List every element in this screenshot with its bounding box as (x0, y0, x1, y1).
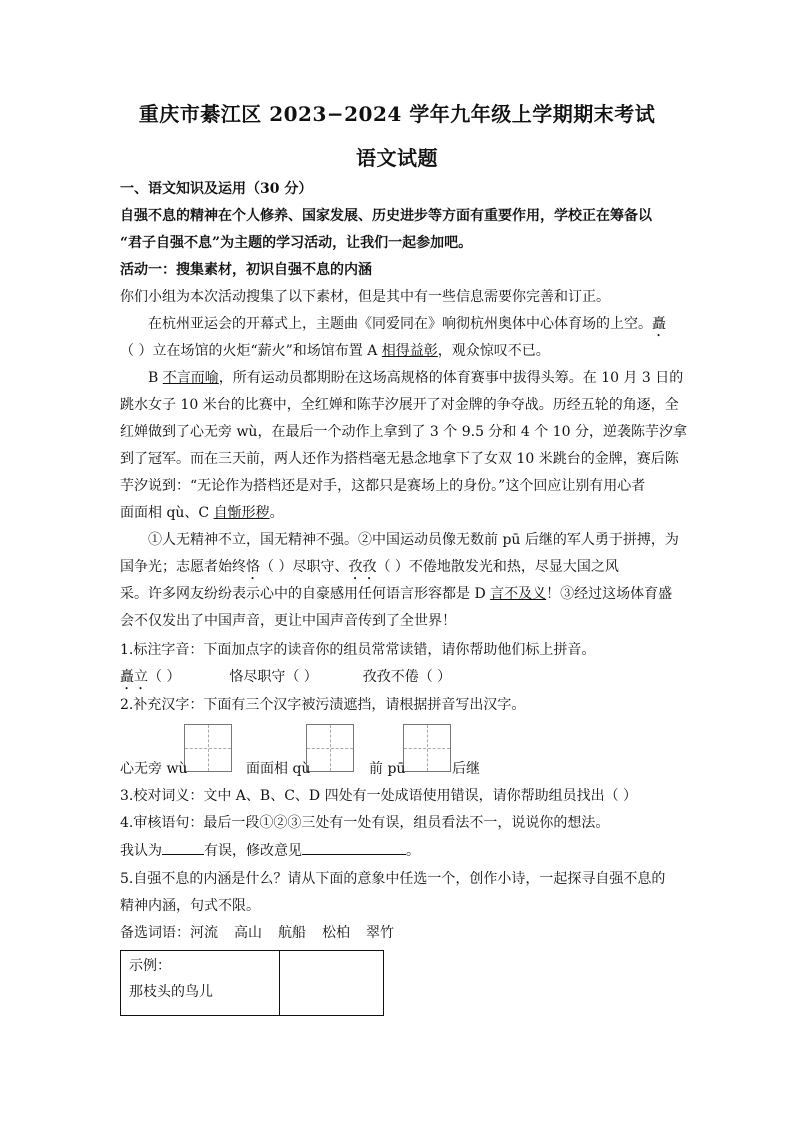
question-4-answer (120, 840, 680, 862)
q4-text-c: 。 (406, 843, 420, 859)
passage-text: 国争光；志愿者始终 (120, 559, 246, 575)
passage-line: ①人无精神不立，国无精神不强。②中国运动员像无数前 pū 后继的军人勇于拼搏，为 (148, 532, 679, 548)
intro-line-2: “君子自强不息”为主题的学习活动，让我们一起参加吧。 (120, 235, 473, 251)
passage-line: 跳水女子 10 米台的比赛中，全红婵和陈芋汐展开了对金牌的争夺战。历经五轮的角逐，全 (120, 397, 679, 413)
word-option: 翠竹 (366, 925, 394, 941)
question-3: 3.校对词义：文中 A、B、C、D 四处有一处成语使用错误，请你帮助组员找出（ ） (120, 788, 638, 804)
word-option: 河流 (190, 925, 218, 941)
passage-text: 在杭州亚运会的开幕式上，主题曲《同爱同在》响彻杭州奥体中心体育场的上空。 (148, 316, 652, 332)
question-2: 2.补充汉字：下面有三个汉字被污渍遮挡，请根据拼音写出汉字。 (120, 697, 526, 713)
idiom-d: 言不及义 (490, 586, 547, 602)
q4-text-a: 我认为 (120, 843, 162, 859)
passage-line: 芋汐说到：“无论作为搭档还是对手，这都只是赛场上的身份。”这个回应让别有用心者 (120, 478, 646, 494)
answer-cell[interactable] (280, 951, 384, 1016)
question-4: 4.审核语句：最后一段①②③三处有一处有误，组员看法不一，说说你的想法。 (120, 815, 610, 831)
passage-text: 面面相 qù、C (120, 505, 214, 521)
q2-label-c: 前 pū (369, 761, 406, 777)
question-5-line-2: 精神内涵，句式不限。 (120, 898, 260, 914)
q2-label-d: 后继 (452, 761, 480, 777)
word-options-label: 备选词语： (120, 925, 190, 941)
q4-text-b: 有误，修改意见 (204, 843, 302, 859)
intro-line-1: 自强不息的精神在个人修养、国家发展、历史进步等方面有重要作用，学校正在筹备以 (120, 208, 652, 224)
q2-label-a: 心无旁 wù (120, 761, 188, 777)
question-1-items (120, 666, 680, 693)
section-heading: 一、语文知识及运用（30 分） (120, 181, 313, 197)
char-box-pu[interactable] (403, 724, 451, 772)
passage-text: （ ）立在场馆的火炬“薪火”和场馆布置 A (120, 343, 382, 359)
lead-text: 你们小组为本次活动搜集了以下素材，但是其中有一些信息需要你完善和订正。 (120, 289, 610, 305)
passage-text: 采。许多网友纷纷表示心中的自豪感用任何语言形容都是 D (120, 586, 491, 602)
question-1: 1.标注字音：下面加点字的读音你的组员常常读错，请你帮助他们标上拼音。 (120, 642, 596, 658)
example-text: 那枝头的鸟儿 (129, 984, 213, 1000)
example-label: 示例： (129, 958, 171, 974)
passage-text: ！③经过这场体育盛 (546, 586, 673, 602)
example-cell (121, 951, 280, 1016)
char-box-wu[interactable] (184, 724, 232, 772)
passage-line: 会不仅发出了中国声音，更让中国声音传到了全世界！ (120, 613, 456, 629)
question-5-line-1: 5.自强不息的内涵是什么？请从下面的意象中任选一个，创作小诗，一起探寻自强不息的 (120, 871, 666, 887)
passage-line (148, 367, 684, 389)
q1-item-a: 矗立（ ） (120, 669, 181, 685)
idiom-a: 相得益彰 (381, 343, 438, 359)
passage-line: 红婵做到了心无旁 wù，在最后一个动作上拿到了 3 个 9.5 分和 4 个 10 分，逆袭陈芋汐拿 (120, 424, 687, 440)
q2-label-b: 面面相 qù (246, 761, 311, 777)
word-option: 高山 (234, 925, 262, 941)
passage-text: 。 (269, 505, 284, 521)
passage-line: 到了冠军。而在三天前，两人还作为搭档毫无悬念地拿下了女双 10 米跳台的金牌，赛后陈 (120, 451, 679, 467)
exam-subtitle: 语文试题 (356, 146, 438, 170)
passage-text: B (148, 370, 163, 386)
example-table (120, 950, 384, 1016)
exam-title: 重庆市綦江区 2023−2024 学年九年级上学期期末考试 (138, 102, 656, 126)
passage-text: （ ）不倦地散发光和热，尽显大国之风 (376, 559, 619, 575)
idiom-b: 不言而喻 (162, 370, 219, 386)
passage-line (120, 583, 680, 605)
passage-text: （ ）尽职守、 (260, 559, 349, 575)
q4-blank-1[interactable] (162, 840, 204, 855)
q4-blank-2[interactable] (302, 840, 406, 855)
word-option: 松柏 (322, 925, 350, 941)
q1-item-c: 孜孜不倦（ ） (362, 669, 452, 685)
dotted-char: 矗 (652, 316, 666, 332)
passage-line (148, 313, 680, 340)
idiom-c: 自惭形秽 (213, 505, 270, 521)
activity-heading: 活动一：搜集素材，初识自强不息的内涵 (120, 262, 372, 278)
passage-line (120, 502, 680, 524)
q1-item-b: 恪尽职守（ ） (229, 669, 318, 685)
word-options (120, 922, 680, 944)
passage-text: ，观众惊叹不已。 (437, 343, 550, 359)
passage-line (120, 556, 680, 583)
dotted-char: 孜孜 (348, 559, 377, 575)
dotted-char: 恪 (246, 559, 260, 575)
word-option: 航船 (278, 925, 306, 941)
passage-line (120, 340, 680, 362)
passage-text: ，所有运动员都期盼在这场高规格的体育赛事中拔得头筹。在 10 月 3 日的 (218, 370, 684, 386)
